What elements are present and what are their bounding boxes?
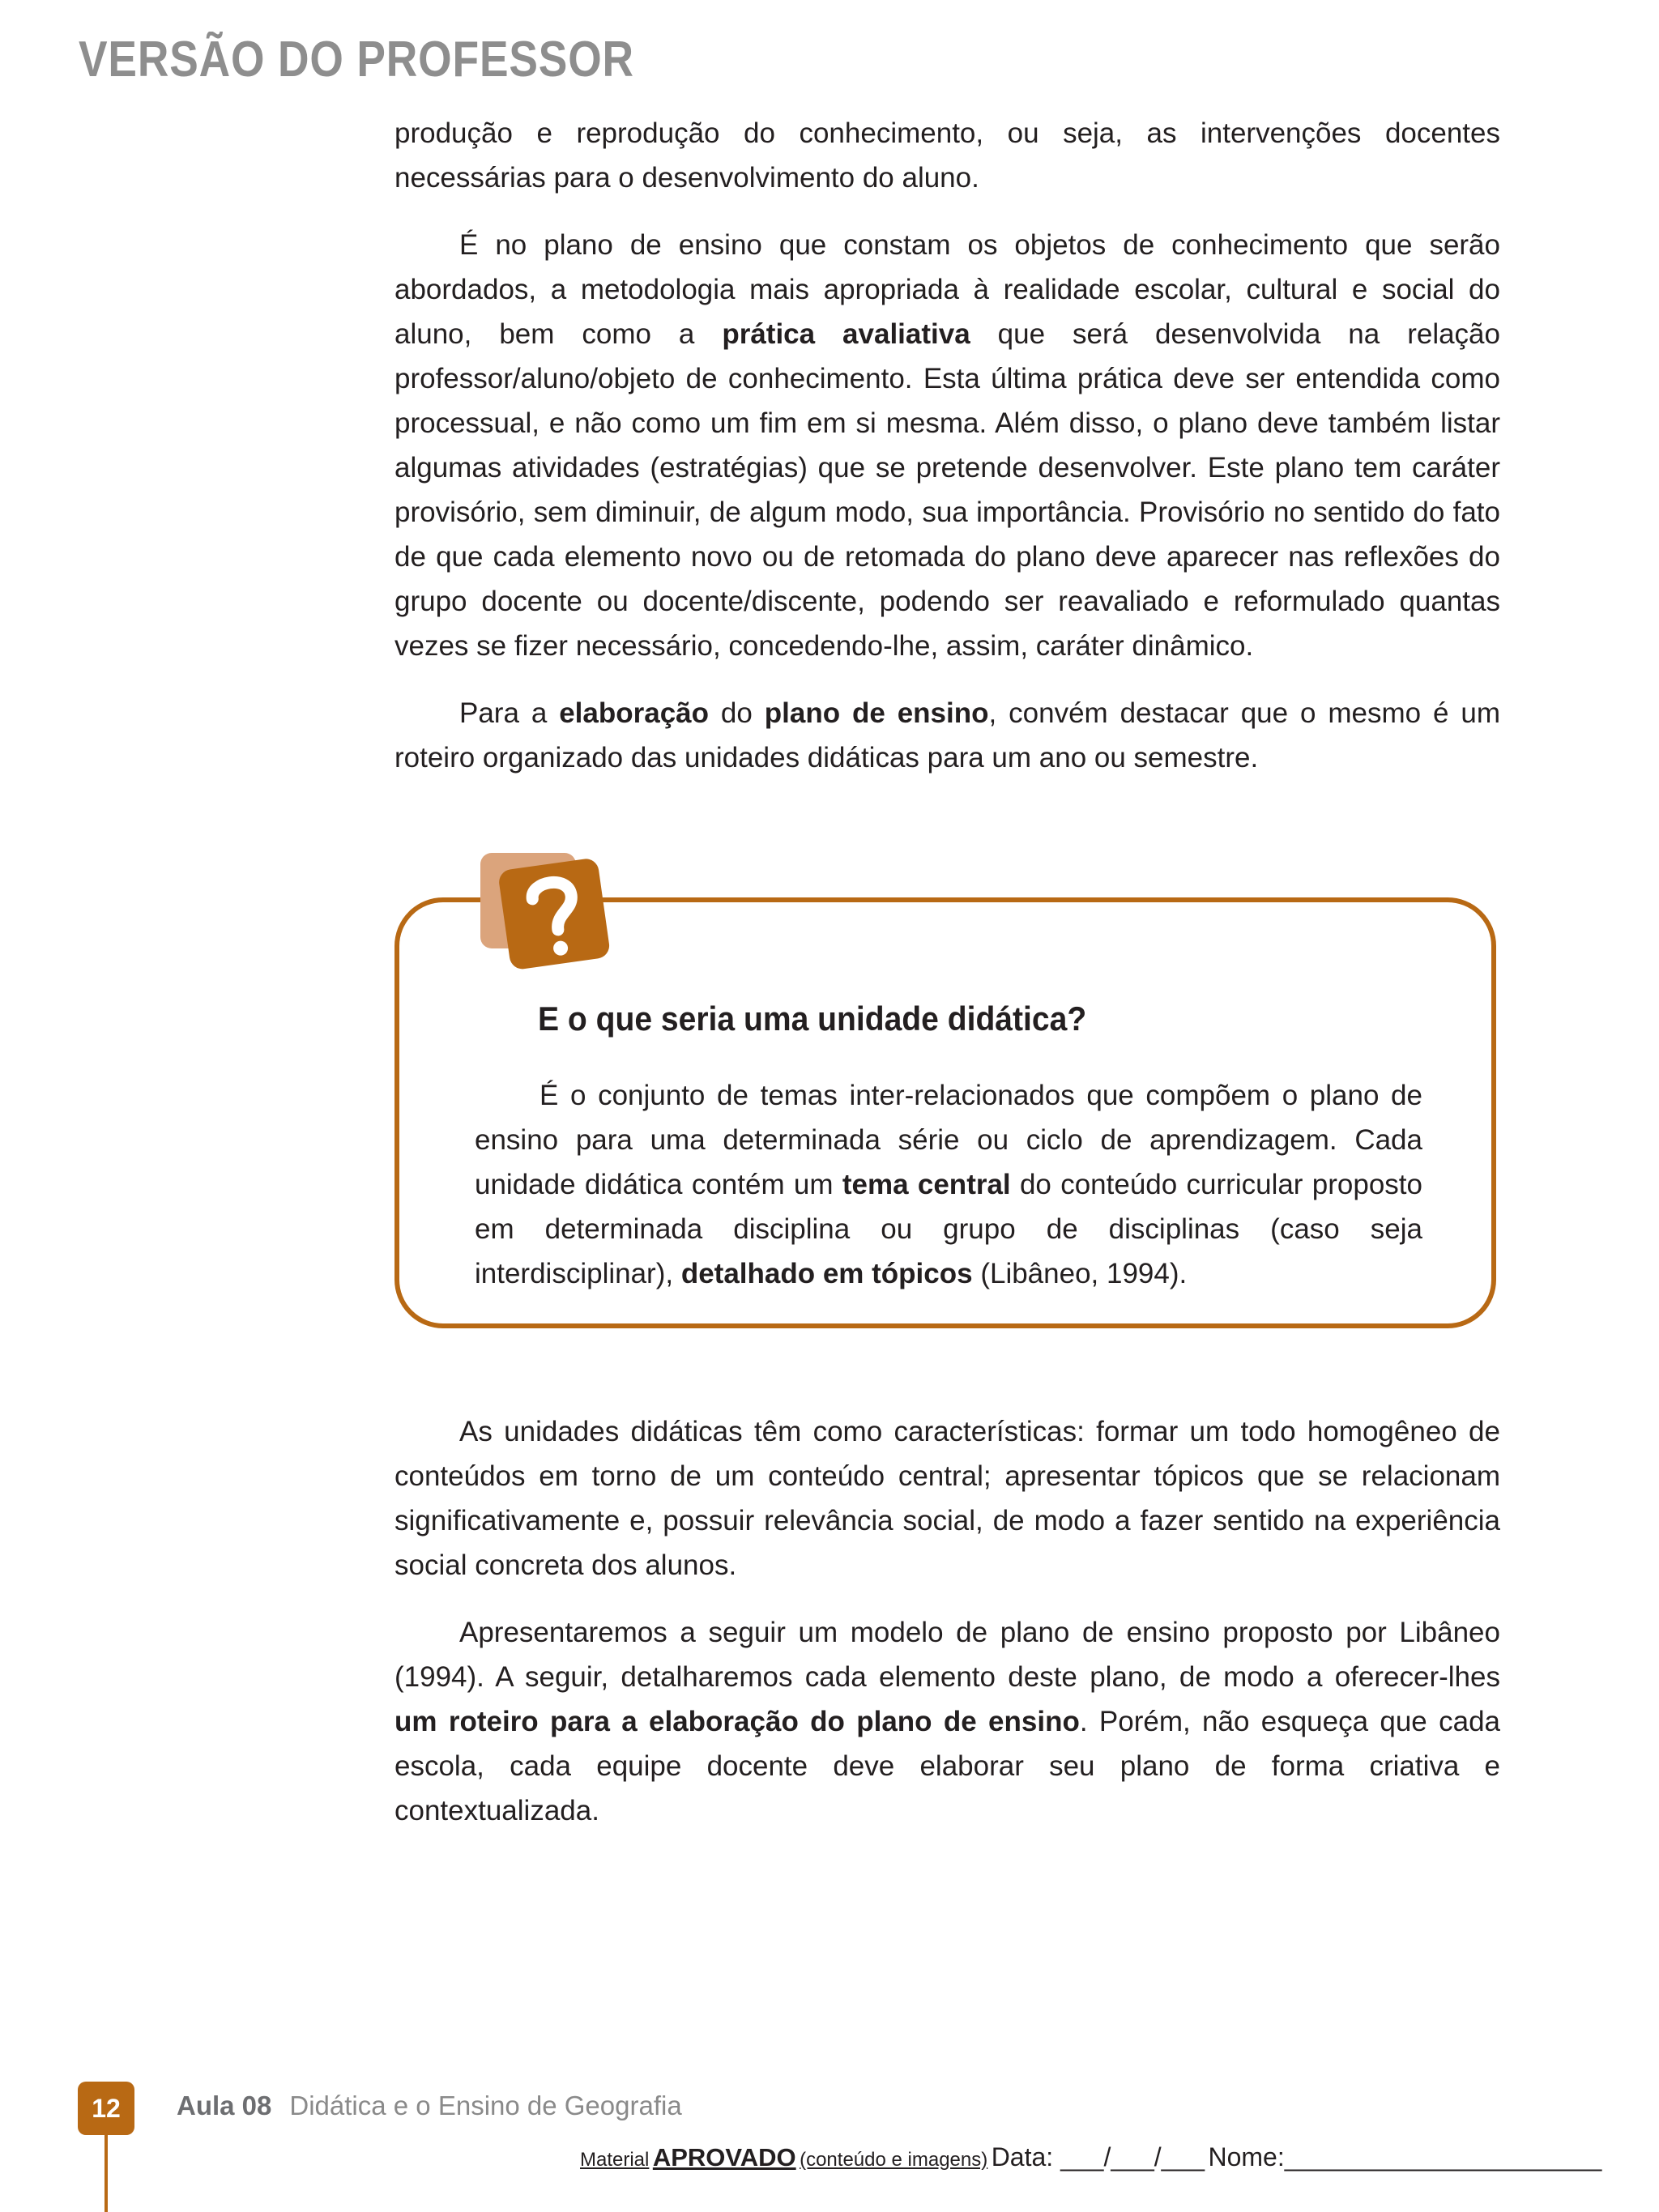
footer-lesson-number: Aula 08 <box>177 2091 272 2120</box>
footer-lesson-info <box>177 2091 682 2121</box>
bold-term: prática avaliativa <box>722 318 970 350</box>
paragraph-5: Apresentaremos a seguir um modelo de plano de ensino proposto por Libâneo (1994). A seguir, detalharemos cada elemento deste plano, de modo a oferecer-lhes um roteiro para a elaboração do plano de ensino. Porém, não esqueça que cada escola, cada equipe docente deve elaborar seu plano de forma criativa e contextualizada. <box>394 1617 1500 1826</box>
callout-text <box>475 1073 1422 1296</box>
footer-course-title: Didática e o Ensino de Geografia <box>289 2091 682 2120</box>
question-mark-icon <box>474 846 612 976</box>
approval-stamp: Material APROVADO (conteúdo e imagens) Data: ___/___/___ Nome:______________________ <box>580 2142 1602 2172</box>
page-header-title: VERSÃO DO PROFESSOR <box>79 32 634 87</box>
name-field: Nome:______________________ <box>1208 2142 1602 2172</box>
body-text-bottom <box>394 1409 1500 1833</box>
bold-term: detalhado em tópicos <box>680 1258 973 1289</box>
footer-vertical-rule <box>104 2126 108 2212</box>
bold-term: tema central <box>842 1169 1011 1200</box>
body-text-top <box>394 111 1500 780</box>
callout-heading: E o que seria uma unidade didática? <box>538 999 1087 1038</box>
bold-term: elaboração <box>559 697 710 729</box>
date-field: Data: ___/___/___ <box>991 2142 1205 2172</box>
bold-term: um roteiro para a elaboração do plano de ensino <box>394 1706 1080 1737</box>
approved-label: APROVADO <box>652 2143 796 2172</box>
paragraph-4: As unidades didáticas têm como características: formar um todo homogêneo de conteúdos em torno de um conteúdo central; apresentar tópicos que se relacionam significativamente e, possuir relevância social, de modo a fazer sentido na experiência social concreta dos alunos. <box>394 1416 1500 1581</box>
page-number-badge: 12 <box>78 2082 134 2135</box>
paragraph-2: É no plano de ensino que constam os objetos de conhecimento que serão abordados, a metodologia mais apropriada à realidade escolar, cultural e social do aluno, bem como a prática avaliativa que será desenvolvida na relação professor/aluno/objeto de conhecimento. Esta última prática deve ser entendida como processual, e não como um fim em si mesma. Além disso, o plano deve também listar algumas atividades (estratégias) que se pretende desenvolver. Este plano tem caráter provisório, sem diminuir, de algum modo, sua importância. Provisório no sentido do fato de que cada elemento novo ou de retomada do plano deve aparecer nas reflexões do grupo docente ou docente/discente, podendo ser reavaliado e reformulado quantas vezes se fizer necessário, concedendo-lhe, assim, caráter dinâmico. <box>394 229 1500 662</box>
callout-paragraph: É o conjunto de temas inter-relacionados que compõem o plano de ensino para uma determinada série ou ciclo de aprendizagem. Cada unidade didática contém um tema central do conteúdo curricular proposto em determinada disciplina ou grupo de disciplinas (caso seja interdisciplinar), detalhado em tópicos (Libâneo, 1994). <box>475 1080 1422 1289</box>
paragraph-1: produção e reprodução do conhecimento, ou seja, as intervenções docentes necessárias para o desenvolvimento do aluno. <box>394 117 1500 194</box>
bold-term: plano de ensino <box>764 697 989 729</box>
paragraph-3: Para a elaboração do plano de ensino, convém destacar que o mesmo é um roteiro organizado das unidades didáticas para um ano ou semestre. <box>394 697 1500 774</box>
